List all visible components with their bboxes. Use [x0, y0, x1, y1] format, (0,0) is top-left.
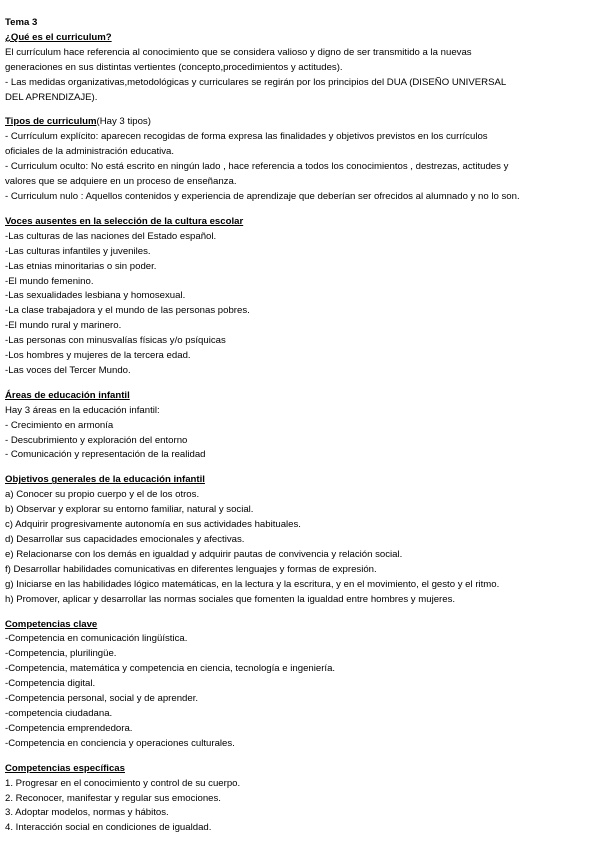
- list-item: -Las voces del Tercer Mundo.: [5, 364, 131, 376]
- paragraph-line: - Currículum explícito: aparecen recogidas de forma expresa las finalidades y objetivos previstos en los currículos: [5, 131, 488, 143]
- section-heading: Tipos de curriculum: [5, 116, 97, 128]
- section-heading-row: [5, 115, 596, 130]
- list-item: -Competencia digital.: [5, 678, 96, 690]
- list-item: g) Iniciarse en las habilidades lógico matemáticas, en la lectura y la escritura, y en el movimiento, el gesto y el ritmo.: [5, 578, 500, 590]
- list-item: -Competencia, matemática y competencia en ciencia, tecnología e ingeniería.: [5, 663, 336, 675]
- list-item: f) Desarrollar habilidades comunicativas en diferentes lenguajes y formas de expresión.: [5, 563, 377, 575]
- spacer: [5, 105, 596, 115]
- list-item: -Las personas con minusvalías físicas y/o psíquicas: [5, 335, 226, 347]
- section-specific-competences: [5, 762, 596, 837]
- paragraph-line: DEL APRENDIZAJE).: [5, 91, 98, 103]
- section-heading: Competencias específicas: [5, 762, 125, 774]
- paragraph-line: - Curriculum oculto: No está escrito en ningún lado , hace referencia a todos los conocimientos , destrezas, actitudes y: [5, 161, 509, 173]
- list-item: -Competencia en comunicación lingüística.: [5, 633, 188, 645]
- section-heading: Competencias clave: [5, 618, 98, 630]
- section-infant-areas: [5, 389, 596, 464]
- section-heading: ¿Qué es el curriculum?: [5, 31, 112, 43]
- paragraph-line: Hay 3 áreas en la educación infantil:: [5, 404, 160, 416]
- section-heading-note: (Hay 3 tipos): [96, 116, 151, 128]
- list-item: -El mundo rural y marinero.: [5, 320, 122, 332]
- list-item: -Las culturas de las naciones del Estado español.: [5, 230, 217, 242]
- spacer: [5, 752, 596, 762]
- section-heading: Voces ausentes en la selección de la cultura escolar: [5, 215, 244, 227]
- section-absent-voices: [5, 215, 596, 379]
- paragraph-line: oficiales de la administración educativa.: [5, 146, 175, 158]
- spacer: [5, 463, 596, 473]
- list-item: -El mundo femenino.: [5, 275, 94, 287]
- list-item: a) Conocer su propio cuerpo y el de los otros.: [5, 489, 200, 501]
- list-item: -La clase trabajadora y el mundo de las personas pobres.: [5, 305, 250, 317]
- topic-title: Tema 3: [5, 17, 38, 28]
- paragraph-line: valores que se adquiere en un proceso de enseñanza.: [5, 176, 237, 188]
- section-what-is-curriculum: [5, 31, 596, 106]
- list-item: e) Relacionarse con los demás en igualdad y adquirir pautas de convivencia y relación social.: [5, 548, 403, 560]
- list-item: -Las culturas infantiles y juveniles.: [5, 245, 151, 257]
- section-curriculum-types: [5, 115, 596, 204]
- list-item: -Competencia emprendedora.: [5, 722, 133, 734]
- section-key-competences: [5, 618, 596, 752]
- list-item: h) Promover, aplicar y desarrollar las normas sociales que fomenten la igualdad entre hombres y mujeres.: [5, 593, 456, 605]
- section-heading: Áreas de educación infantil: [5, 389, 130, 401]
- list-item: 3. Adoptar modelos, normas y hábitos.: [5, 807, 169, 819]
- spacer: [5, 205, 596, 215]
- section-general-objectives: [5, 473, 596, 607]
- paragraph-line: El currículum hace referencia al conocimiento que se considera valioso y digno de ser transmitido a la nuevas: [5, 46, 472, 58]
- list-item: -Las sexualidades lesbiana y homosexual.: [5, 290, 186, 302]
- spacer: [5, 608, 596, 618]
- paragraph-line: - Curriculum nulo : Aquellos contenidos y experiencia de aprendizaje que deberían ser ofrecidos al alumnado y no lo son.: [5, 190, 520, 202]
- list-item: 4. Interacción social en condiciones de igualdad.: [5, 822, 212, 834]
- list-item: - Comunicación y representación de la realidad: [5, 449, 206, 461]
- list-item: -Competencia en conciencia y operaciones culturales.: [5, 737, 235, 749]
- list-item: - Crecimiento en armonía: [5, 419, 114, 431]
- list-item: d) Desarrollar sus capacidades emocionales y afectivas.: [5, 534, 245, 545]
- list-item: - Descubrimiento y exploración del entorno: [5, 434, 188, 446]
- list-item: b) Observar y explorar su entorno familiar, natural y social.: [5, 504, 254, 516]
- list-item: -Competencia, plurilingüe.: [5, 648, 117, 660]
- list-item: -competencia ciudadana.: [5, 707, 113, 719]
- list-item: -Competencia personal, social y de aprender.: [5, 693, 199, 705]
- list-item: -Las etnias minoritarias o sin poder.: [5, 260, 157, 272]
- paragraph-line: - Las medidas organizativas,metodológicas y curriculares se regirán por los principios del DUA (DISEÑO UNIVERSAL: [5, 76, 507, 88]
- list-item: 2. Reconocer, manifestar y regular sus emociones.: [5, 792, 221, 804]
- list-item: -Los hombres y mujeres de la tercera edad.: [5, 350, 191, 362]
- list-item: c) Adquirir progresivamente autonomía en sus actividades habituales.: [5, 519, 301, 531]
- paragraph-line: generaciones en sus distintas vertientes (concepto,procedimientos y actitudes).: [5, 61, 343, 73]
- spacer: [5, 379, 596, 389]
- section-heading: Objetivos generales de la educación infantil: [5, 474, 205, 486]
- list-item: 1. Progresar en el conocimiento y control de su cuerpo.: [5, 777, 241, 789]
